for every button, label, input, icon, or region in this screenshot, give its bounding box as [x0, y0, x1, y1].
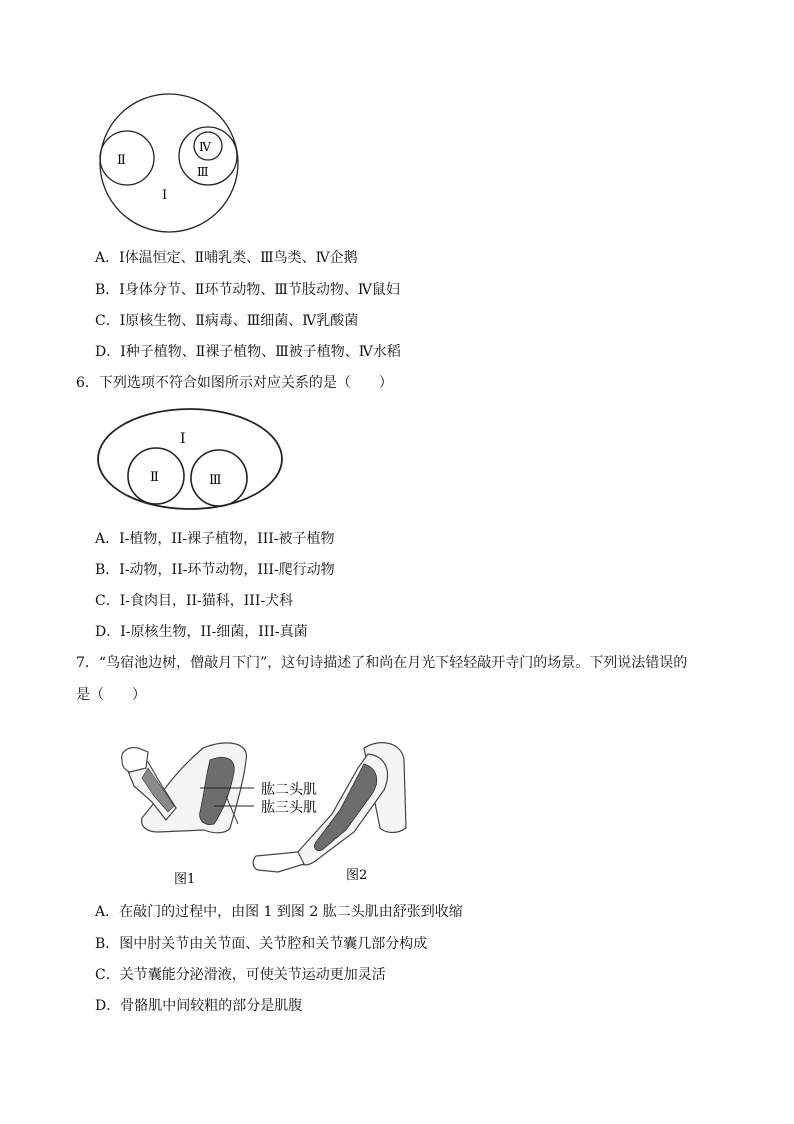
label-iii: Ⅲ [197, 165, 209, 179]
q6-option-d[interactable]: D．I-原核生物，II-细菌，III-真菌 [95, 624, 308, 640]
caption-figure1: 图1 [174, 872, 196, 887]
set-ii-circle [100, 131, 154, 185]
label-biceps: 肱二头肌 [261, 782, 317, 798]
label-i: Ⅰ [162, 188, 168, 203]
q6-option-a[interactable]: A．I-植物，II-裸子植物，III-被子植物 [95, 531, 335, 547]
q6-stem: 6．下列选项不符合如图所示对应关系的是（ ） [76, 375, 393, 391]
label-iv: Ⅳ [199, 140, 211, 154]
label-iii: Ⅲ [209, 473, 222, 488]
caption-figure2: 图2 [346, 868, 368, 883]
q7-arm-muscle-figure [118, 738, 414, 890]
q5-option-c[interactable]: C．Ⅰ原核生物、Ⅱ病毒、Ⅲ细菌、Ⅳ乳酸菌 [95, 313, 359, 329]
q7-option-c[interactable]: C．关节囊能分泌滑液，可使关节运动更加灵活 [95, 967, 386, 983]
label-i: Ⅰ [180, 431, 186, 447]
set-i-ellipse [98, 409, 282, 509]
label-triceps: 肱三头肌 [261, 800, 317, 816]
q7-stem-line2: 是（ ） [76, 687, 146, 703]
q7-option-a[interactable]: A．在敲门的过程中，由图 1 到图 2 肱二头肌由舒张到收缩 [95, 904, 463, 920]
q6-option-c[interactable]: C．I-食肉目，II-猫科，III-犬科 [95, 593, 294, 609]
label-ii: Ⅱ [117, 153, 126, 168]
q7-option-b[interactable]: B．图中肘关节由关节面、关节腔和关节囊几部分构成 [95, 936, 428, 952]
q5-option-d[interactable]: D．Ⅰ种子植物、Ⅱ裸子植物、Ⅲ被子植物、Ⅳ水稻 [95, 344, 401, 360]
hand-shape [253, 852, 304, 872]
q5-venn-diagram [90, 90, 250, 240]
fist-shape [122, 748, 148, 772]
q7-option-d[interactable]: D．骨骼肌中间较粗的部分是肌腹 [95, 998, 303, 1014]
q6-option-b[interactable]: B．I-动物，II-环节动物，III-爬行动物 [95, 562, 335, 578]
q6-venn-diagram [92, 404, 288, 516]
q5-option-a[interactable]: A．Ⅰ体温恒定、Ⅱ哺乳类、Ⅲ鸟类、Ⅳ企鹅 [95, 250, 358, 266]
q7-stem-line1: 7．“鸟宿池边树，僧敲月下门”，这句诗描述了和尚在月光下轻轻敲开寺门的场景。下列说法错误的 [76, 655, 688, 671]
q5-option-b[interactable]: B．Ⅰ身体分节、Ⅱ环节动物、Ⅲ节肢动物、Ⅳ鼠妇 [95, 282, 400, 298]
label-ii: Ⅱ [150, 470, 159, 485]
